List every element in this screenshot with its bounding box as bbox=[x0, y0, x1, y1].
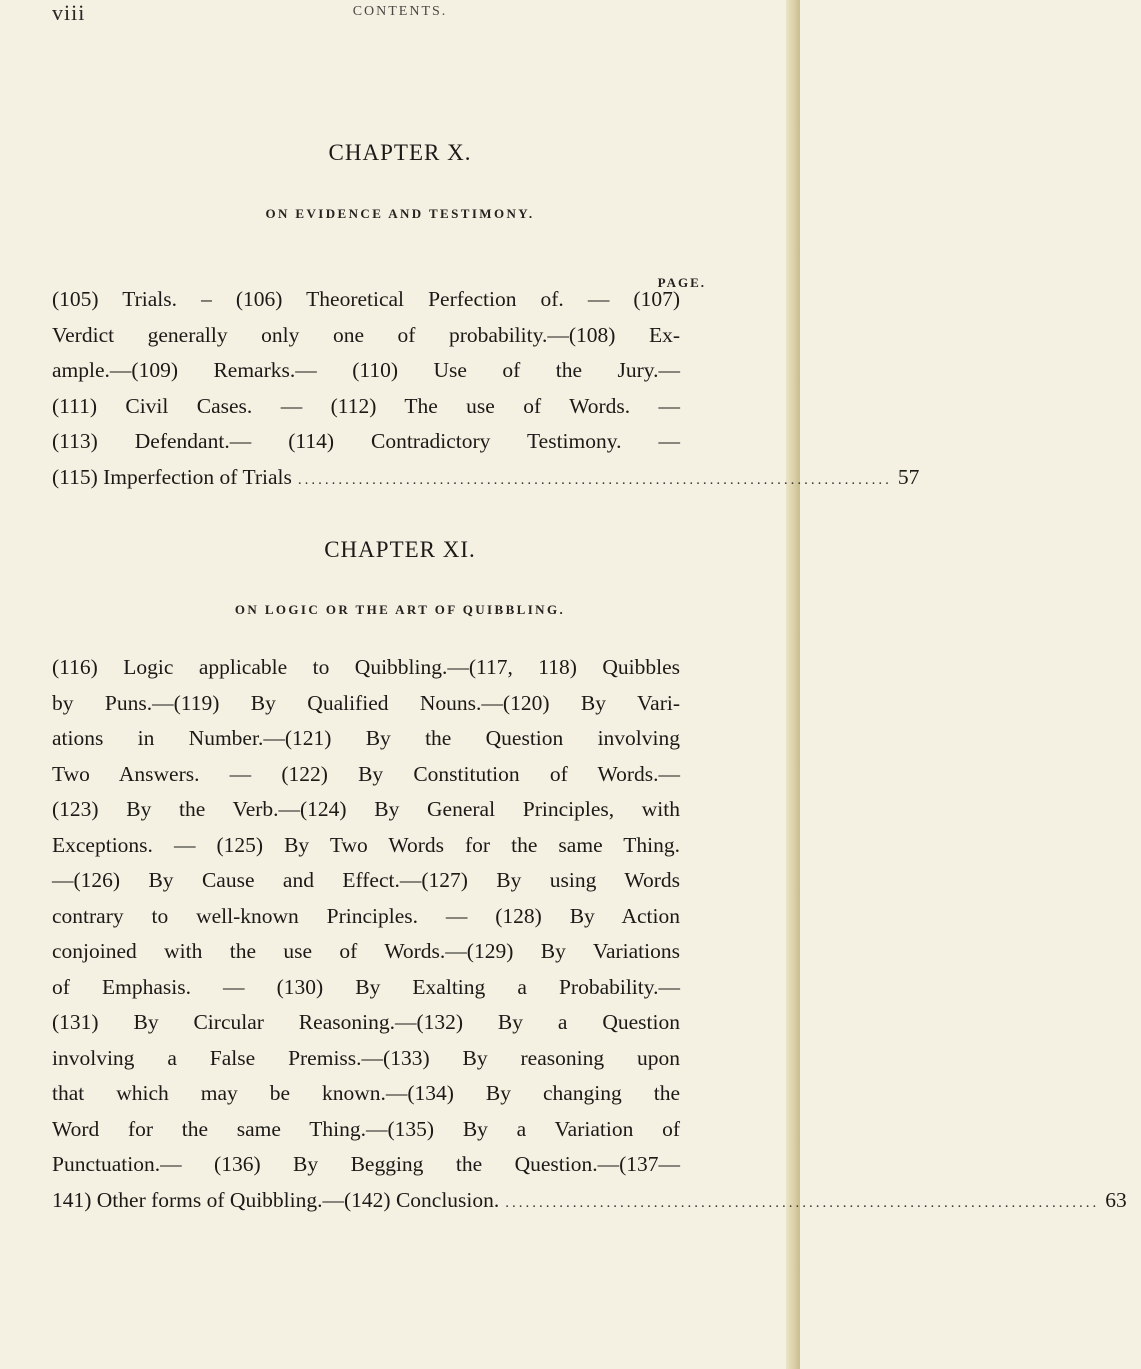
toc-line: Two Answers. — (122) By Constitution of Words.— bbox=[52, 761, 680, 786]
page-column-label: PAGE. bbox=[657, 275, 706, 290]
toc-line: Punctuation.— (136) By Begging the Question.—(137— bbox=[52, 1152, 680, 1176]
page-number: 57 bbox=[897, 464, 920, 489]
toc-line: —(126) By Cause and Effect.—(127) By using Words bbox=[52, 868, 680, 892]
toc-line: Word for the same Thing.—(135) By a Variation of bbox=[52, 1116, 680, 1141]
toc-line: (113) Defendant.— (114) Contradictory Testimony. — bbox=[52, 429, 680, 453]
toc-line: (123) By the Verb.—(124) By General Principles, with bbox=[52, 797, 680, 821]
toc-line: by Puns.—(119) By Qualified Nouns.—(120) By Vari- bbox=[52, 690, 680, 715]
dot-leader: ........................................................................................ bbox=[505, 1194, 1100, 1211]
toc-line-text: (115) Imperfection of Trials bbox=[52, 464, 292, 489]
page-header bbox=[0, 0, 800, 28]
toc-line: of Emphasis. — (130) By Exalting a Probability.— bbox=[52, 974, 680, 999]
page-number: 63 bbox=[1105, 1187, 1127, 1212]
toc-line: Verdict generally only one of probability.—(108) Ex- bbox=[52, 322, 680, 347]
chapter-x-subtitle: ON EVIDENCE AND TESTIMONY. bbox=[265, 206, 535, 221]
toc-line: (111) Civil Cases. — (112) The use of Words. — bbox=[52, 393, 680, 418]
toc-line-last bbox=[52, 460, 920, 496]
running-head: CONTENTS. bbox=[352, 4, 448, 19]
toc-line: (105) Trials. – (106) Theoretical Perfection of. — (107) bbox=[52, 287, 680, 311]
toc-line: that which may be known.—(134) By changing the bbox=[52, 1081, 680, 1105]
toc-line: involving a False Premiss.—(133) By reasoning upon bbox=[52, 1045, 680, 1070]
chapter-xi-contents bbox=[52, 650, 1127, 1218]
dot-leader: ........................................................................................ bbox=[297, 471, 892, 488]
toc-line: (116) Logic applicable to Quibbling.—(117, 118) Quibbles bbox=[52, 655, 680, 679]
toc-line-last bbox=[52, 1183, 1127, 1219]
toc-line: ations in Number.—(121) By the Question involving bbox=[52, 726, 680, 750]
page-folio: viii bbox=[52, 0, 86, 25]
toc-line: (131) By Circular Reasoning.—(132) By a Question bbox=[52, 1010, 680, 1034]
chapter-xi-subtitle: ON LOGIC OR THE ART OF QUIBBLING. bbox=[234, 602, 566, 617]
chapter-xi-heading: CHAPTER XI. bbox=[324, 537, 476, 562]
toc-line-text: 141) Other forms of Quibbling.—(142) Conclusion. bbox=[52, 1187, 500, 1212]
toc-line: Exceptions. — (125) By Two Words for the same Thing. bbox=[52, 832, 680, 857]
toc-line: ample.—(109) Remarks.— (110) Use of the Jury.— bbox=[52, 358, 680, 382]
chapter-x-heading: CHAPTER X. bbox=[328, 140, 472, 165]
toc-line: contrary to well-known Principles. — (128) By Action bbox=[52, 903, 680, 928]
toc-line: conjoined with the use of Words.—(129) By Variations bbox=[52, 939, 680, 963]
